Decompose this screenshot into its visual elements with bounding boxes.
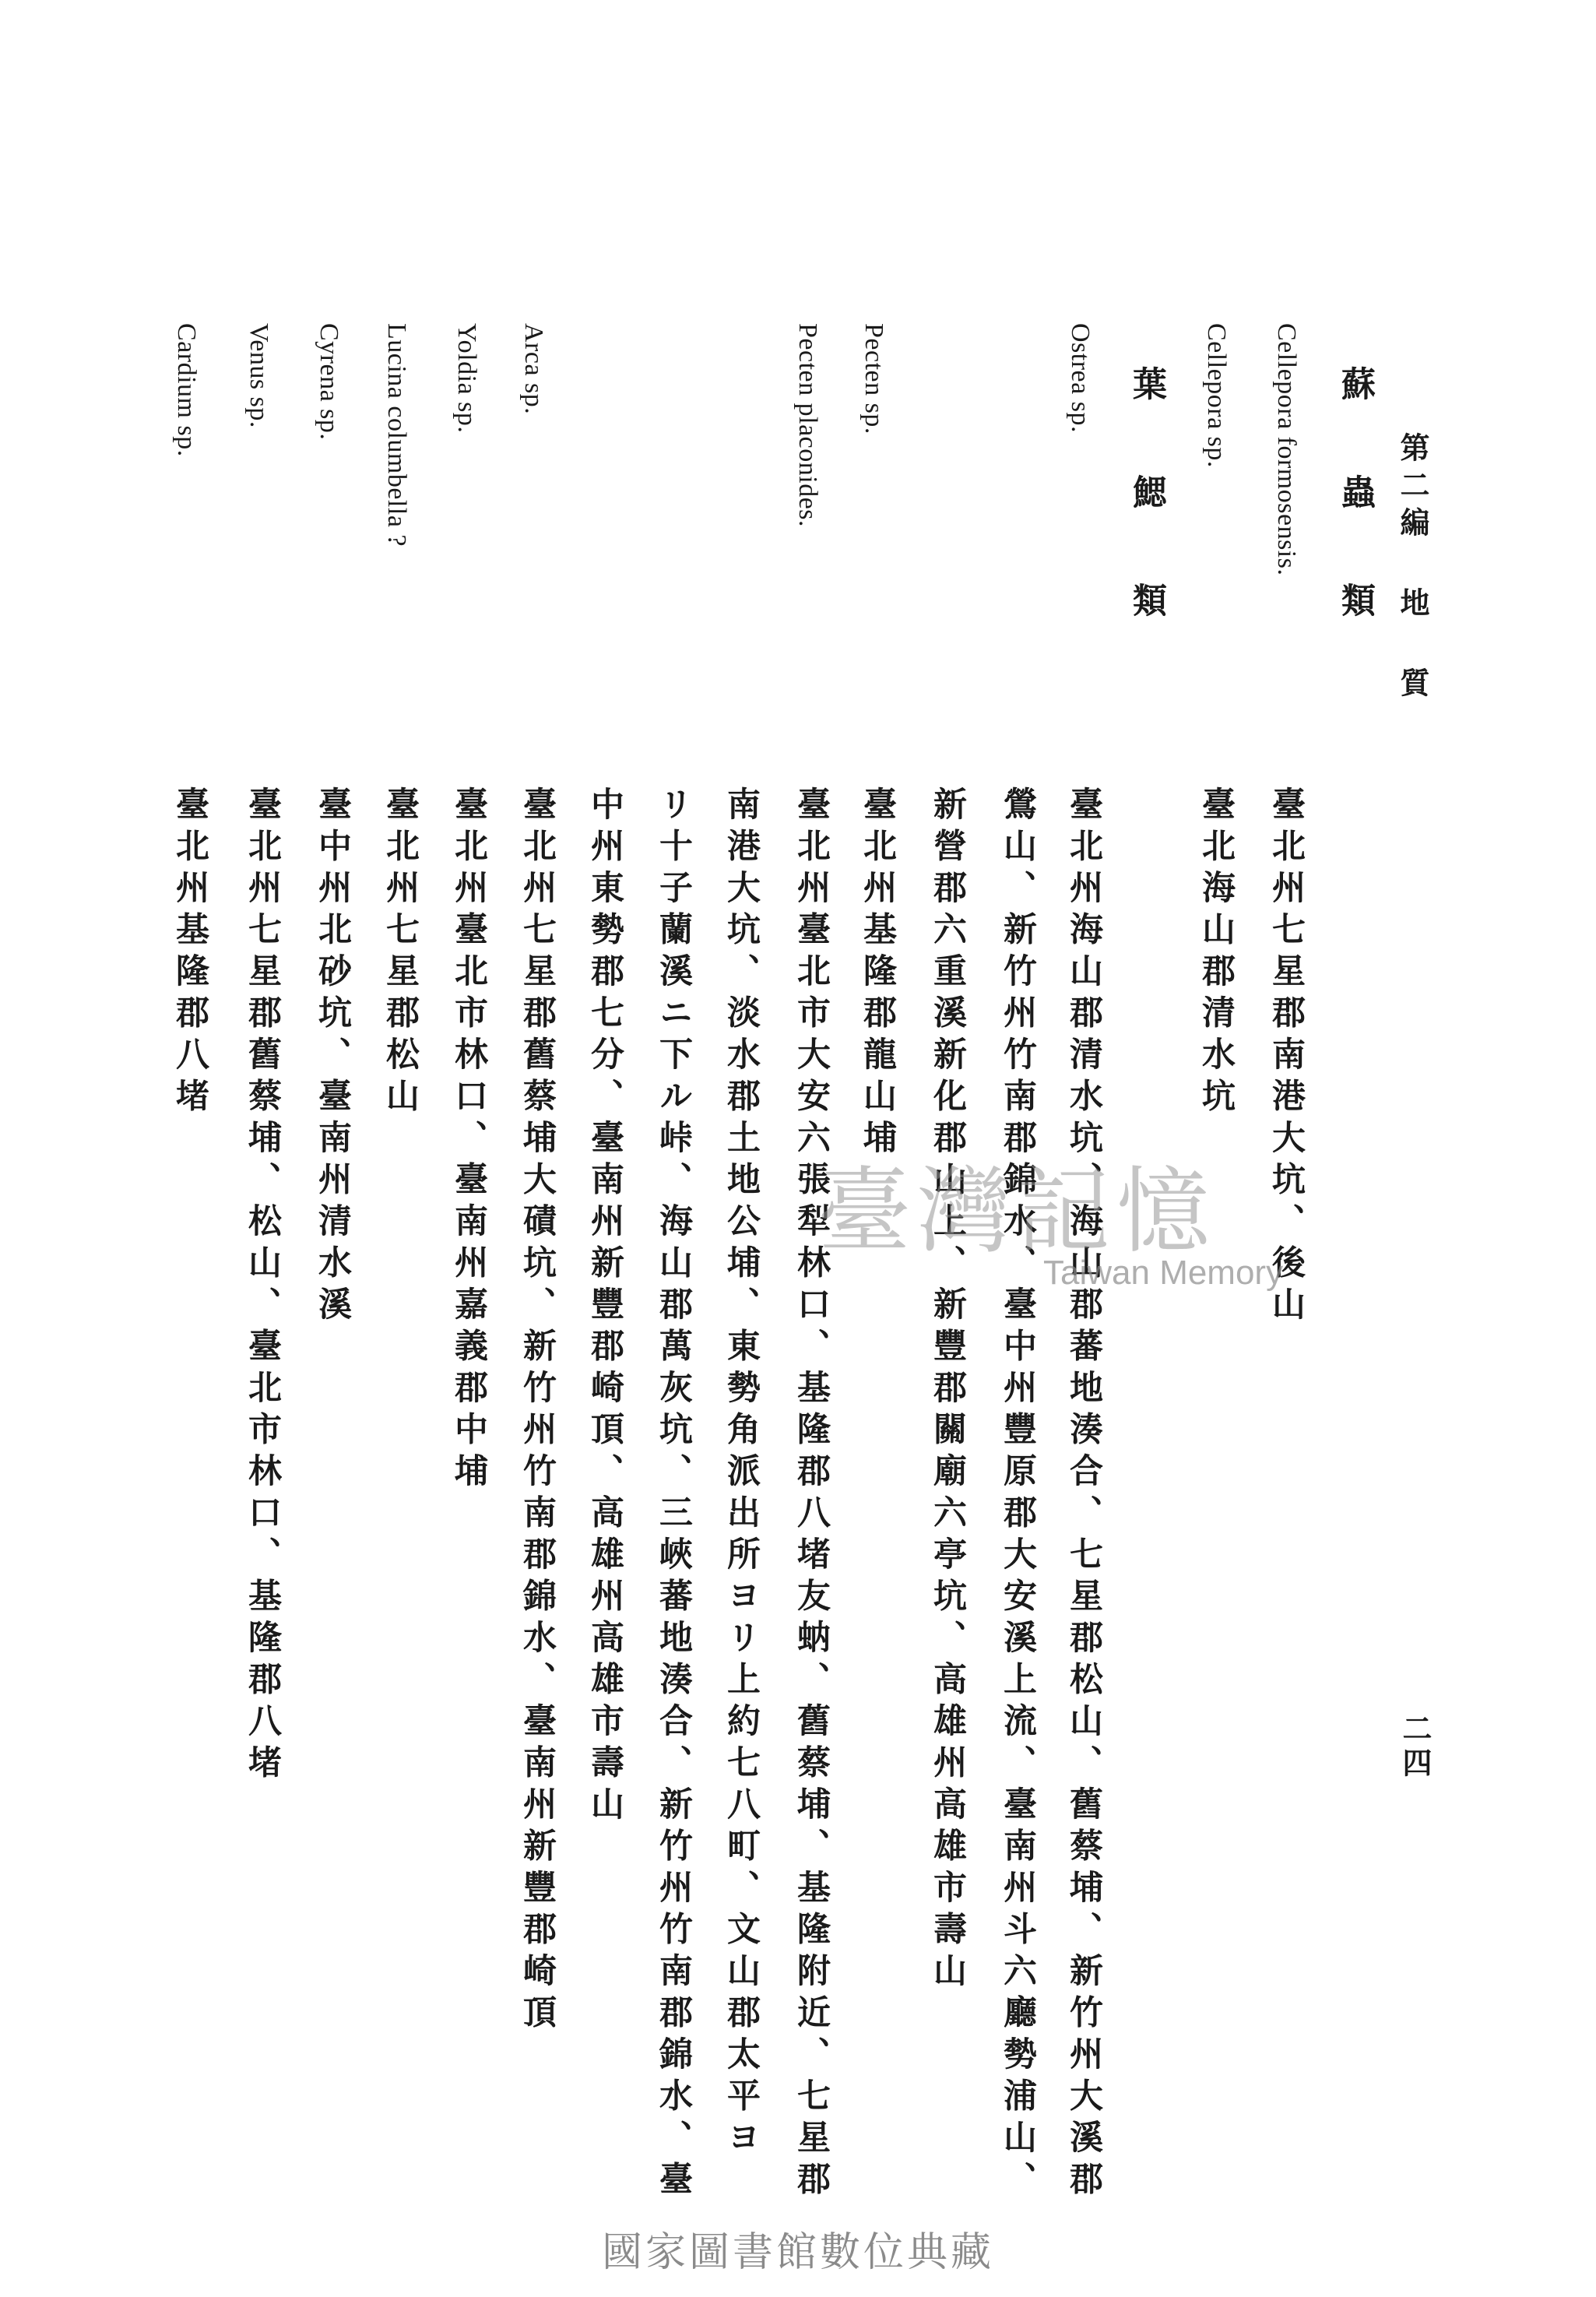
species-name: Cyrena sp.: [315, 323, 343, 441]
locality-text: 臺北州基隆郡龍山埔: [858, 786, 897, 1162]
locality-text: リ十子蘭溪ニ下ル峠、海山郡萬灰坑、三峽蕃地湊合、新竹州竹南郡錦水、臺: [654, 786, 693, 2203]
locality-text: 南港大坑、淡水郡土地公埔、東勢角派出所ヨリ上約七八町、文山郡太平ヨ: [722, 786, 761, 2162]
locality-text: 臺北州七星郡舊蔡埔大磧坑、新竹州竹南郡錦水、臺南州新豐郡崎頂: [518, 786, 557, 2036]
page-number: 二四: [1397, 1713, 1433, 1782]
footer-credit: 國家圖書館數位典藏: [601, 2229, 994, 2276]
locality-text: 臺北州七星郡南港大坑、後山: [1267, 786, 1306, 1328]
locality-text: 新營郡六重溪新化郡山上、新豐郡關廟六亭坑、高雄州高雄市壽山: [928, 786, 967, 1995]
category-heading: 蘇 蟲 類: [1335, 366, 1375, 634]
locality-text: 臺北州海山郡清水坑、海山郡蕃地湊合、七星郡松山、舊蔡埔、新竹州大溪郡: [1064, 786, 1103, 2203]
locality-text: 臺北海山郡清水坑: [1197, 786, 1236, 1120]
species-name: Yoldia sp.: [452, 323, 481, 434]
locality-text: 臺北州基隆郡八堵: [170, 786, 209, 1120]
species-name: Ostrea sp.: [1066, 323, 1095, 433]
watermark-en: Taiwan Memory: [1043, 1254, 1284, 1292]
locality-text: 鶯山、新竹州竹南郡錦水、臺中州豐原郡大安溪上流、臺南州斗六廳勢浦山、: [998, 786, 1037, 2203]
species-name: Lucina columbella ?: [382, 323, 411, 547]
species-name: Cellepora sp.: [1202, 323, 1231, 468]
species-name: Cardium sp.: [172, 323, 201, 457]
species-name: Cellepora formosensis.: [1272, 323, 1301, 576]
watermark: [817, 1137, 1285, 1339]
locality-text: 臺北州七星郡舊蔡埔、松山、臺北市林口、基隆郡八堵: [243, 786, 282, 1786]
locality-text: 臺北州臺北市林口、臺南州嘉義郡中埔: [449, 786, 488, 1495]
species-name: Venus sp.: [244, 323, 273, 428]
locality-text: 中州東勢郡七分、臺南州新豐郡崎頂、高雄州高雄市壽山: [585, 786, 624, 1828]
locality-text: 臺北州臺北市大安六張犁林口、基隆郡八堵友蚋、舊蔡埔、基隆附近、七星郡: [792, 786, 831, 2203]
watermark-cjk: 臺灣記憶: [817, 1158, 1216, 1266]
chapter-header: 第二編 地 質: [1395, 432, 1430, 705]
locality-text: 臺中州北砂坑、臺南州清水溪: [313, 786, 352, 1328]
species-name: Pecten placonides.: [793, 323, 822, 528]
species-name: Arca sp.: [519, 323, 548, 415]
locality-text: 臺北州七星郡松山: [381, 786, 420, 1120]
species-name: Pecten sp.: [860, 323, 888, 434]
category-heading: 葉 鰓 類: [1127, 366, 1166, 634]
